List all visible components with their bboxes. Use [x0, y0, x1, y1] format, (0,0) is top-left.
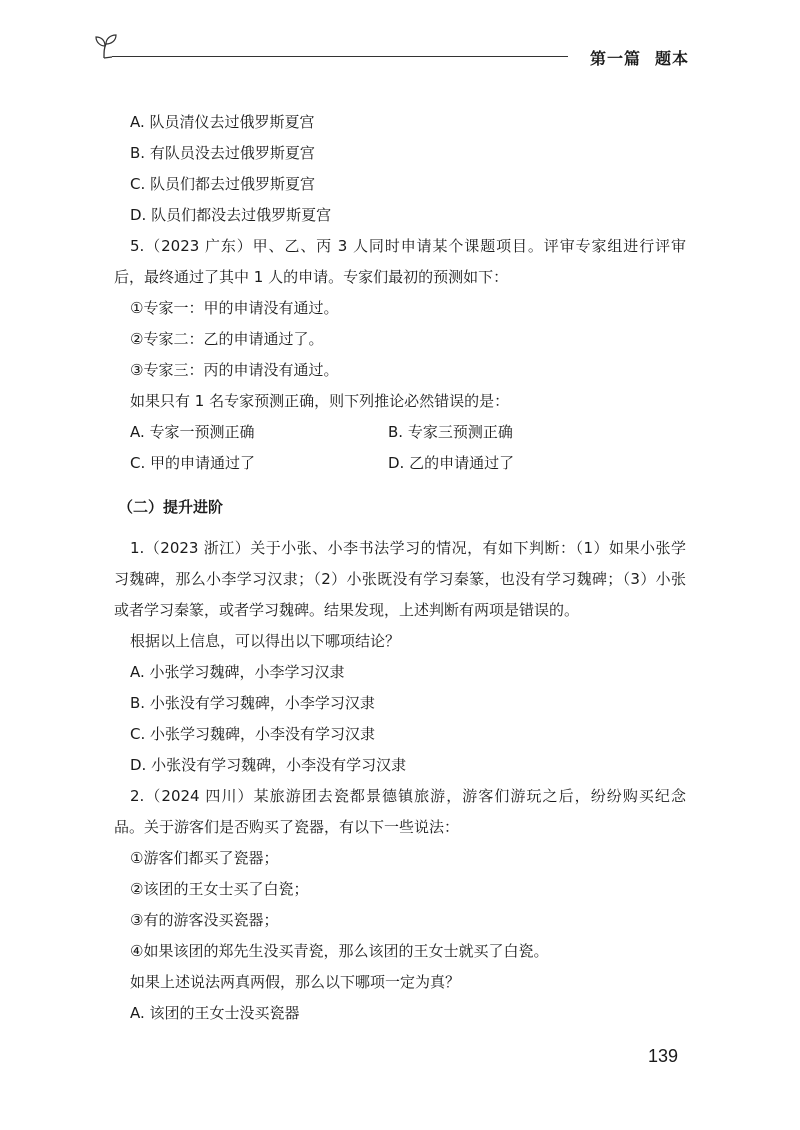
q1-option-d: D. 小张没有学习魏碑，小李没有学习汉隶 [130, 756, 407, 774]
q2-statement-2: ②该团的王女士买了白瓷； [130, 880, 309, 898]
q2-statement-3: ③有的游客没买瓷器； [130, 911, 279, 929]
q4-option-b: B. 有队员没去过俄罗斯夏宫 [130, 144, 315, 162]
q5-statement-1: ①专家一：甲的申请没有通过。 [130, 299, 339, 317]
q1-option-a: A. 小张学习魏碑，小李学习汉隶 [130, 663, 345, 681]
q5-option-c: C. 甲的申请通过了 [130, 454, 256, 472]
q1-option-b: B. 小张没有学习魏碑，小李学习汉隶 [130, 694, 375, 712]
q5-statement-2: ②专家二：乙的申请通过了。 [130, 330, 324, 348]
q2-option-a: A. 该团的王女士没买瓷器 [130, 1004, 300, 1022]
q4-option-a: A. 队员清仪去过俄罗斯夏宫 [130, 113, 315, 131]
q2-question: 如果上述说法两真两假，那么以下哪项一定为真？ [130, 973, 461, 991]
q2-stem-line2: 品。关于游客们是否购买了瓷器，有以下一些说法： [114, 818, 460, 836]
q5-option-a: A. 专家一预测正确 [130, 423, 255, 441]
q2-statement-4: ④如果该团的郑先生没买青瓷，那么该团的王女士就买了白瓷。 [130, 942, 549, 960]
q5-statement-3: ③专家三：丙的申请没有通过。 [130, 361, 339, 379]
q1-option-c: C. 小张学习魏碑，小李没有学习汉隶 [130, 725, 376, 743]
q2-statement-1: ①游客们都买了瓷器； [130, 849, 279, 867]
header-section: 题本 [655, 49, 690, 68]
q1-stem-line3: 或者学习秦篆，或者学习魏碑。结果发现，上述判断有两项是错误的。 [114, 601, 580, 619]
header-part: 第一篇 [590, 49, 642, 68]
q4-option-c: C. 队员们都去过俄罗斯夏宫 [130, 175, 316, 193]
section-heading: （二）提升进阶 [118, 498, 224, 516]
q2-stem-line1: 2.（2024 四川）某旅游团去瓷都景德镇旅游，游客们游玩之后，纷纷购买纪念 [130, 787, 686, 805]
q1-stem-line2: 习魏碑，那么小李学习汉隶；（2）小张既没有学习秦篆，也没有学习魏碑；（3）小张 [114, 570, 686, 588]
q1-stem-line1: 1.（2023 浙江）关于小张、小李书法学习的情况，有如下判断：（1）如果小张学 [130, 539, 686, 557]
q5-option-b: B. 专家三预测正确 [388, 423, 513, 441]
q5-option-d: D. 乙的申请通过了 [388, 454, 515, 472]
q4-option-d: D. 队员们都没去过俄罗斯夏宫 [130, 206, 332, 224]
page-number: 139 [648, 1046, 679, 1066]
q1-question: 根据以上信息，可以得出以下哪项结论？ [130, 632, 401, 650]
q5-question: 如果只有 1 名专家预测正确，则下列推论必然错误的是： [130, 392, 510, 410]
q5-stem-line2: 后，最终通过了其中 1 人的申请。专家们最初的预测如下： [114, 268, 509, 286]
q5-stem-line1: 5.（2023 广东）甲、乙、丙 3 人同时申请某个课题项目。评审专家组进行评审 [130, 237, 686, 255]
